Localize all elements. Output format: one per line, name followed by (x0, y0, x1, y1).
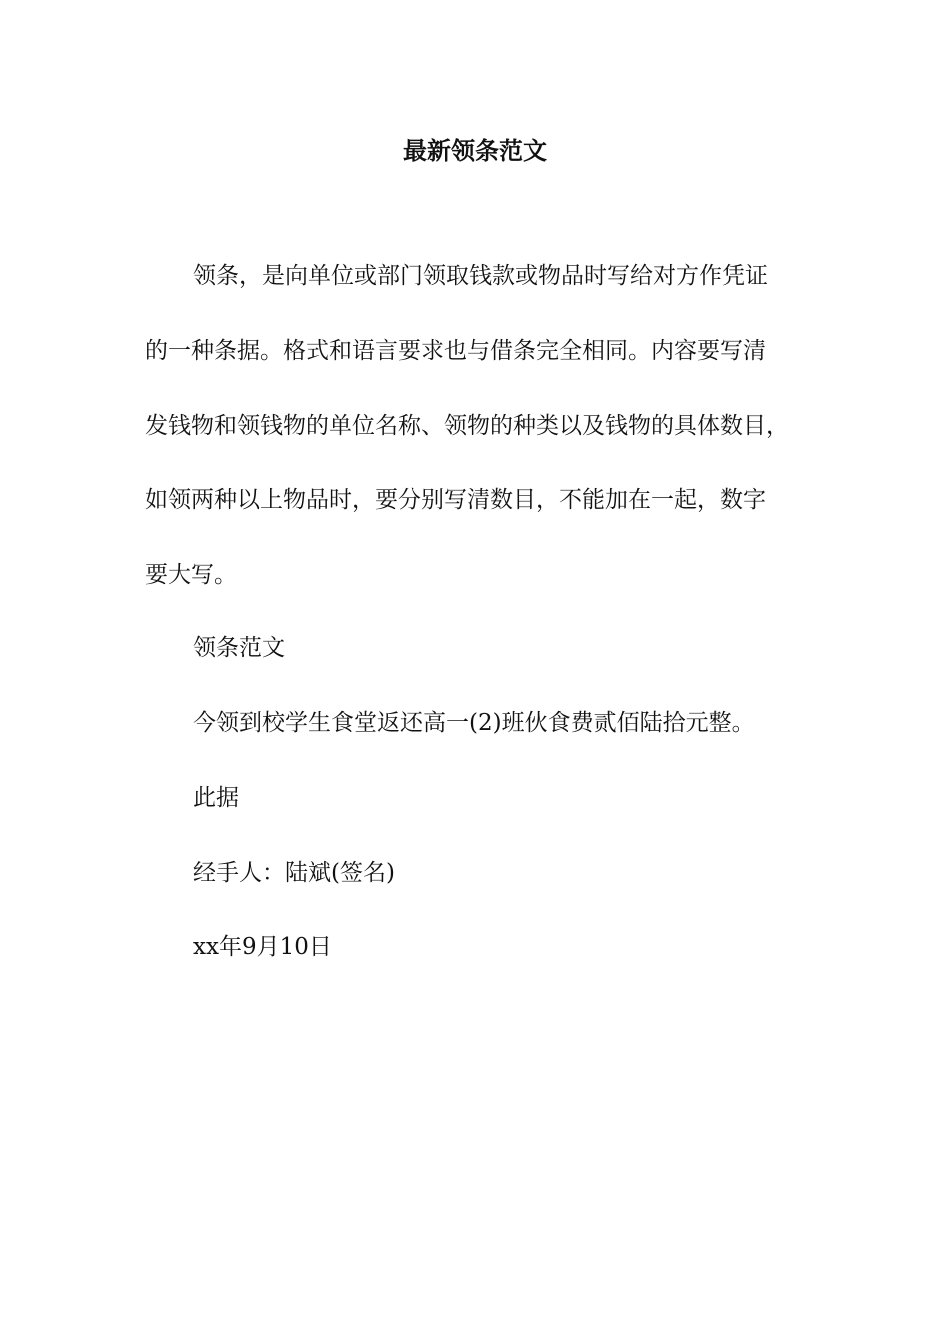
sample-body: 今领到校学生食堂返还高一(2)班伙食费贰佰陆拾元整。 (193, 710, 755, 736)
intro-line-5: 要大写。 (145, 562, 237, 588)
sample-closing: 此据 (193, 785, 239, 811)
intro-line-2: 的一种条据。格式和语言要求也与借条完全相同。内容要写清 (145, 338, 766, 364)
intro-line-3: 发钱物和领钱物的单位名称、领物的种类以及钱物的具体数目， (145, 413, 789, 439)
sample-heading: 领条范文 (193, 635, 285, 661)
sample-date: xx年9月10日 (193, 934, 332, 960)
intro-line-1: 领条，是向单位或部门领取钱款或物品时写给对方作凭证 (193, 263, 768, 289)
document-title: 最新领条范文 (403, 136, 547, 165)
intro-line-4: 如领两种以上物品时，要分别写清数目，不能加在一起，数字 (145, 487, 766, 513)
sample-handler: 经手人：陆斌(签名) (193, 860, 395, 886)
